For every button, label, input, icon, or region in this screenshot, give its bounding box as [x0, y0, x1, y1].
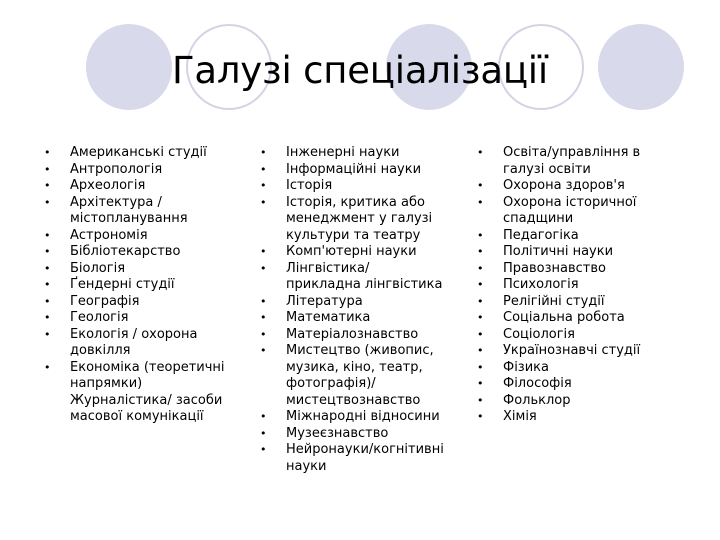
list-item: • Екологія / охорона довкілля — [44, 327, 250, 360]
list-item: • Лінгвістика/ прикладна лінгвістика — [260, 261, 466, 294]
list-item: • Психологія — [477, 277, 677, 294]
list-item: • Освіта/управління в галузі освіти — [477, 145, 677, 178]
list-item: • Інформаційні науки — [260, 162, 466, 179]
list-item: • Мистецтво (живопис, музика, кіно, театр, фотографія)/ мистецтвознавство — [260, 343, 466, 409]
list-item: • Соціологія — [477, 327, 677, 344]
list-item: • Бібліотекарство — [44, 244, 250, 261]
list-item: • Економіка (теоретичні напрямки) Журналістика/ засоби масової комунікації — [44, 360, 250, 426]
list-item: • Нейронауки/когнітивні науки — [260, 442, 466, 475]
list-item: • Антропологія — [44, 162, 250, 179]
list-item: • Біологія — [44, 261, 250, 278]
list-item: • Фольклор — [477, 393, 677, 410]
list-item: • Література — [260, 294, 466, 311]
column-2-list — [260, 145, 466, 475]
list-item: • Філософія — [477, 376, 677, 393]
list-item: • Політичні науки — [477, 244, 677, 261]
list-item: • Комп'ютерні науки — [260, 244, 466, 261]
list-item: • Фізика — [477, 360, 677, 377]
list-item: • Геологія — [44, 310, 250, 327]
list-item: • Педагогіка — [477, 228, 677, 245]
list-item: • Матеріалознавство — [260, 327, 466, 344]
list-item: • Охорона здоров'я — [477, 178, 677, 195]
list-item: • Ґендерні студії — [44, 277, 250, 294]
list-item: • Правознавство — [477, 261, 677, 278]
column-3-list — [477, 145, 677, 426]
list-item: • Хімія — [477, 409, 677, 426]
list-item: • Астрономія — [44, 228, 250, 245]
list-item: • Історія — [260, 178, 466, 195]
list-item: • Математика — [260, 310, 466, 327]
list-item: • Архітектура / містопланування — [44, 195, 250, 228]
list-item: • Американські студії — [44, 145, 250, 162]
list-item: • Археологія — [44, 178, 250, 195]
list-item: • Міжнародні відносини — [260, 409, 466, 426]
list-item: • Інженерні науки — [260, 145, 466, 162]
list-item: • Соціальна робота — [477, 310, 677, 327]
slide-title: Галузі спеціалізації — [172, 49, 548, 92]
list-item: • Географія — [44, 294, 250, 311]
column-1-list — [44, 145, 250, 426]
list-item: • Музеєзнавство — [260, 426, 466, 443]
list-item: • Українознавчі студії — [477, 343, 677, 360]
list-item: • Історія, критика або менеджмент у галузі культури та театру — [260, 195, 466, 245]
list-item: • Охорона історичної спадщини — [477, 195, 677, 228]
list-item: • Релігійні студії — [477, 294, 677, 311]
